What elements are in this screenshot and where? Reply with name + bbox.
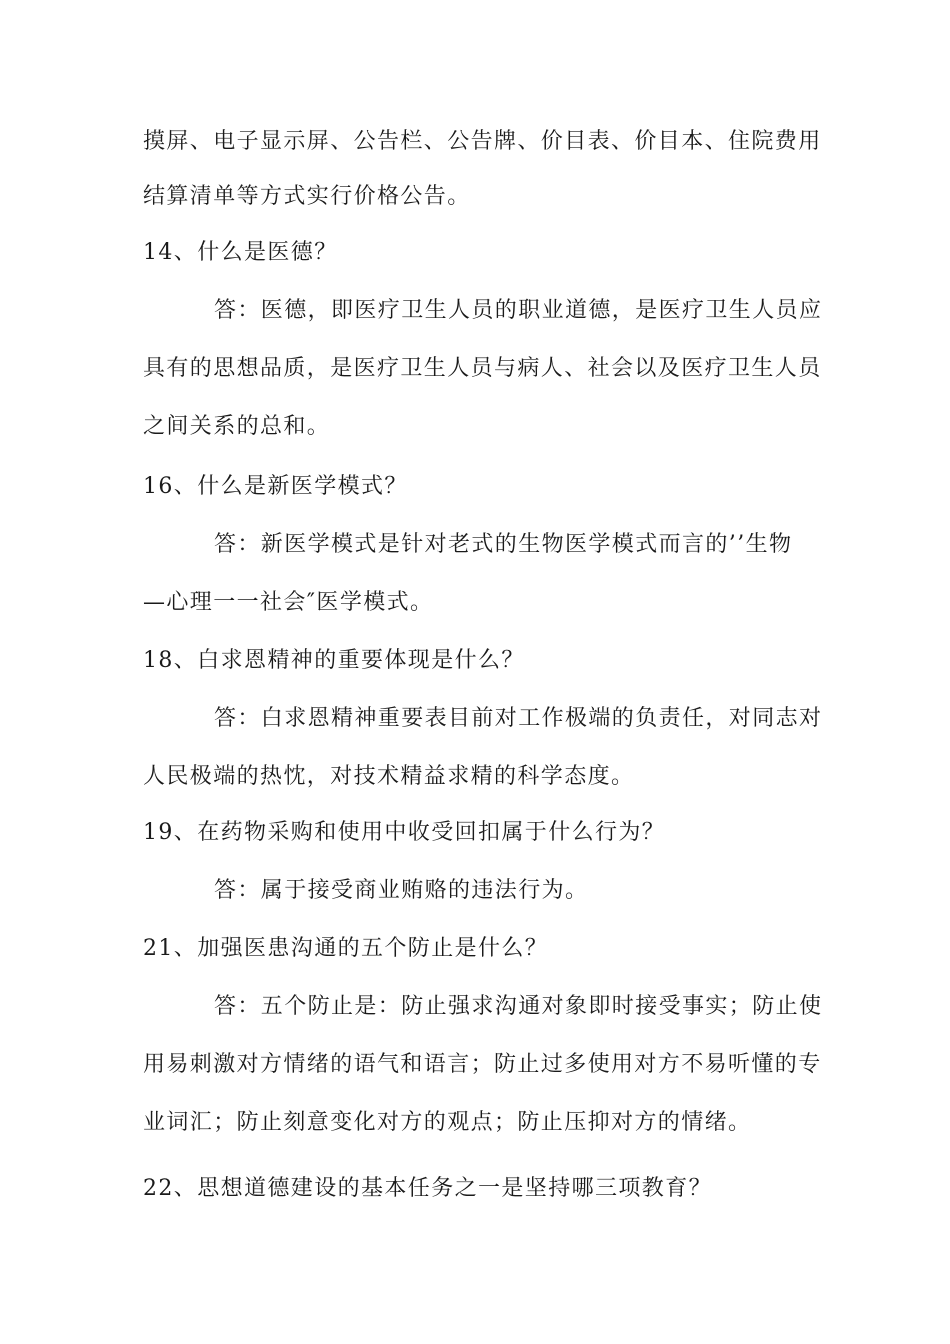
answer-21-line: 答：五个防止是：防止强求沟通对象即时接受事实；防止使: [214, 994, 823, 1019]
answer-18-line: 答：白求恩精神重要表目前对工作极端的负责任，对同志对: [214, 706, 823, 731]
question-18: 18、白求恩精神的重要体现是什么？: [143, 648, 525, 673]
paragraph-line: 摸屏、电子显示屏、公告栏、公告牌、价目表、价目本、住院费用: [143, 129, 822, 154]
answer-14-line: 具有的思想品质，是医疗卫生人员与病人、社会以及医疗卫生人员: [143, 356, 822, 381]
answer-14-line: 之间关系的总和。: [143, 414, 331, 439]
question-14: 14、什么是医德？: [143, 240, 338, 265]
question-19: 19、在药物采购和使用中收受回扣属于什么行为？: [143, 820, 666, 845]
answer-19-line: 答：属于接受商业贿赂的违法行为。: [214, 878, 589, 903]
answer-16-line: —心理一一社会″医学模式。: [143, 590, 434, 615]
answer-21-line: 用易刺激对方情绪的语气和语言；防止过多使用对方不易听懂的专: [143, 1052, 822, 1077]
paragraph-line: 结算清单等方式实行价格公告。: [143, 184, 471, 209]
question-21: 21、加强医患沟通的五个防止是什么？: [143, 936, 549, 961]
answer-21-line: 业词汇；防止刻意变化对方的观点；防止压抑对方的情绪。: [143, 1110, 752, 1135]
question-22: 22、思想道德建设的基本任务之一是坚持哪三项教育？: [143, 1176, 712, 1201]
answer-18-line: 人民极端的热忱，对技术精益求精的科学态度。: [143, 764, 635, 789]
answer-14-line: 答：医德，即医疗卫生人员的职业道德，是医疗卫生人员应: [214, 298, 823, 323]
question-16: 16、什么是新医学模式？: [143, 474, 408, 499]
answer-16-line: 答：新医学模式是针对老式的生物医学模式而言的’’生物: [214, 532, 793, 557]
